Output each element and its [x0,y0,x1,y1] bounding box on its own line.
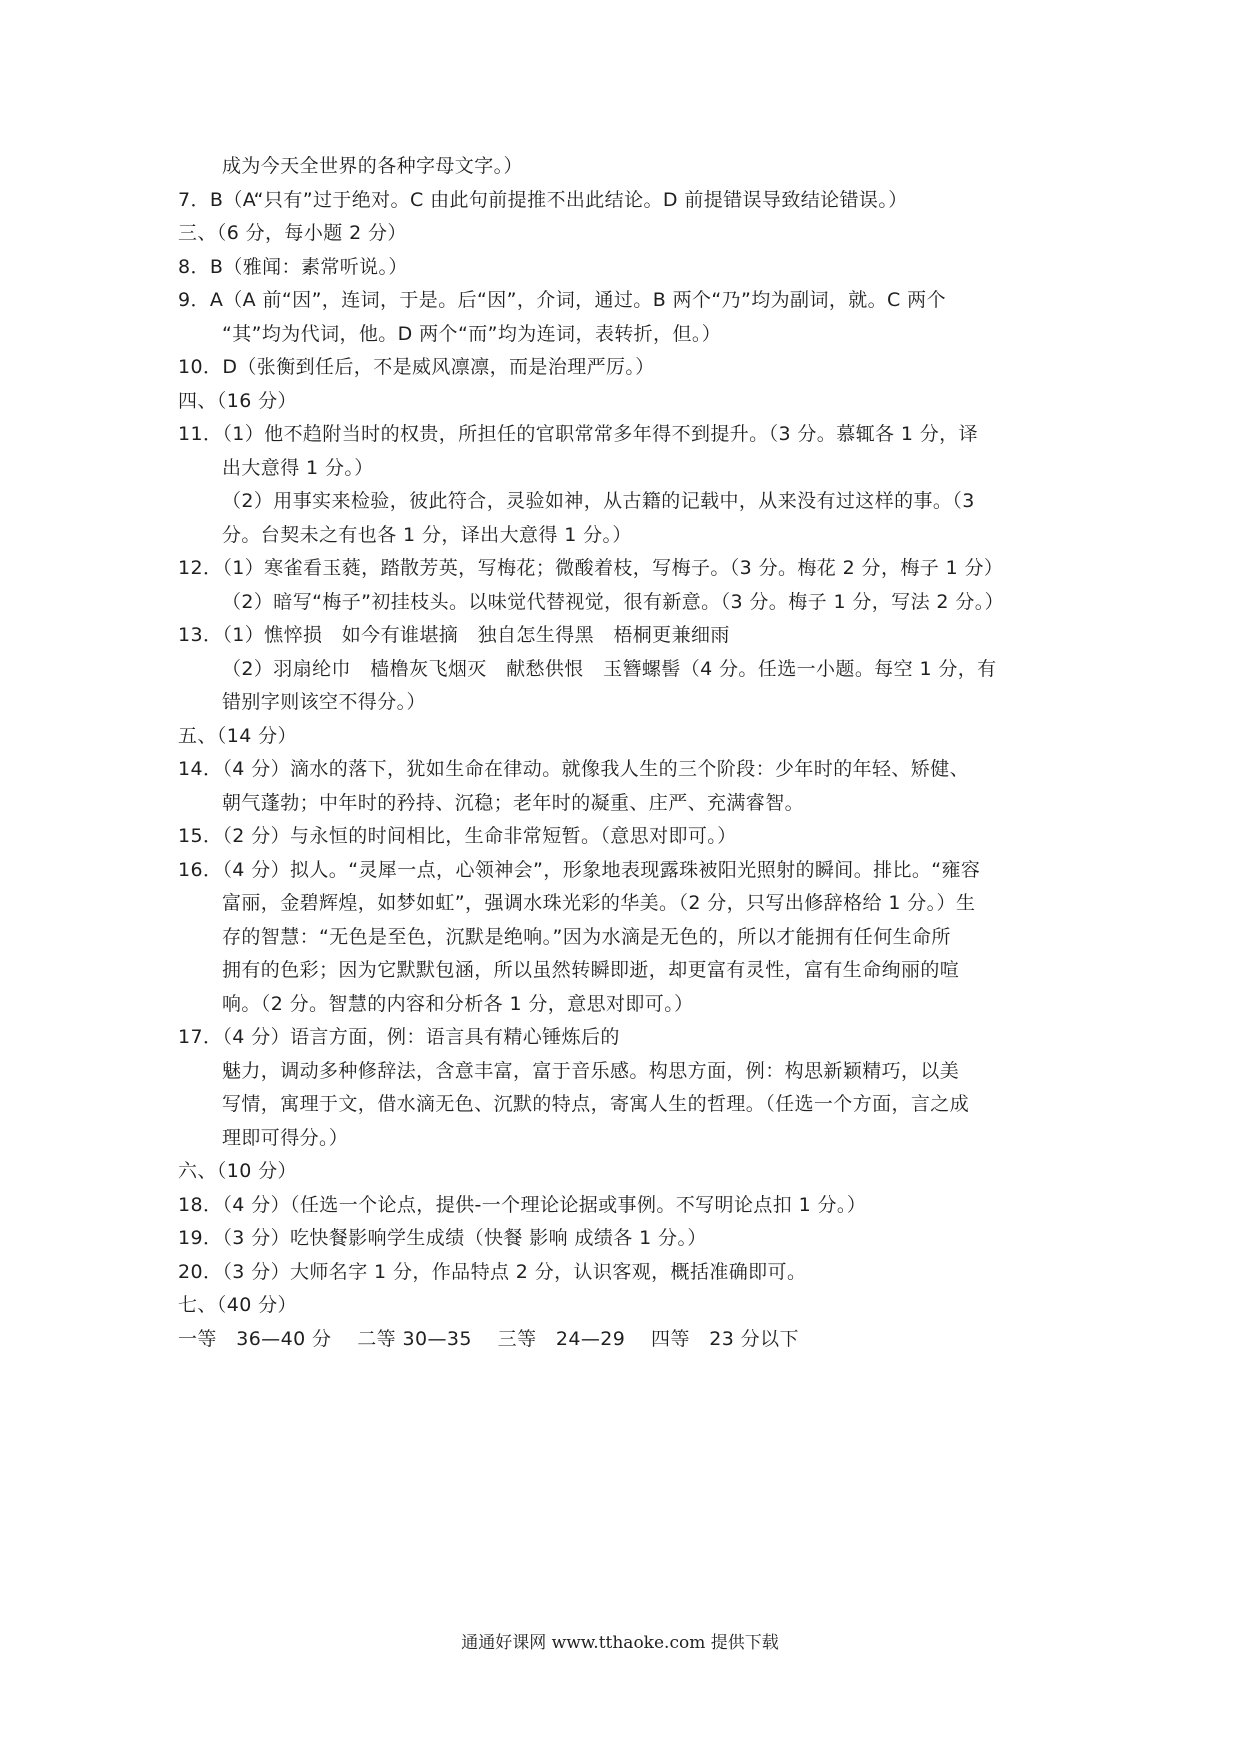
answer-14: 14．（4 分）滴水的落下，犹如生命在律动。就像我人生的三个阶段：少年时的年轻、矫健、 [178,758,970,780]
text-line: （2）暗写“梅子”初挂枝头。以味觉代替视觉，很有新意。（3 分。梅子 1 分，写法 2 分。） [222,590,1005,613]
text-line: 理即可得分。） [222,1126,349,1149]
answer-12: 12．（1）寒雀看玉蕤，踏散芳英，写梅花；微酸着枝，写梅子。（3 分。梅花 2 分，梅子 1 分） [178,557,1004,579]
text-line: 出大意得 1 分。） [222,456,374,479]
text-line: （2）用事实来检验，彼此符合，灵验如神，从古籍的记载中，从来没有过这样的事。（3 [222,490,975,512]
section-heading-6: 六、（10 分） [178,1160,297,1182]
text-line: 分。台契未之有也各 1 分，译出大意得 1 分。） [222,523,632,546]
text-line: 响。（2 分。智慧的内容和分析各 1 分，意思对即可。） [222,992,694,1015]
answer-19: 19．（3 分）吃快餐影响学生成绩（快餐 影响 成绩各 1 分。） [178,1227,707,1249]
answer-10: 10．D（张衡到任后，不是威风凛凛，而是治理严厉。） [178,356,655,378]
answer-key-body [178,150,1078,1356]
section-heading-5: 五、（14 分） [178,724,297,747]
answer-18: 18．（4 分）（任选一个论点，提供-一个理论论据或事例。不写明论点扣 1 分。） [178,1193,867,1216]
answer-17: 17．（4 分）语言方面，例：语言具有精心锤炼后的 [178,1026,620,1048]
text-line: 朝气蓬勃；中年时的矜持、沉稳；老年时的凝重、庄严、充满睿智。 [222,791,805,814]
answer-9: 9．A（A 前“因”，连词，于是。后“因”，介词，通过。B 两个“乃”均为副词，就。C 两个 [178,289,946,311]
answer-8: 8．B（雅闻：素常听说。） [178,255,408,278]
answer-13: 13．（1）憔悴损 如今有谁堪摘 独自怎生得黑 梧桐更兼细雨 [178,624,730,646]
text-line: 存的智慧：“无色是至色，沉默是绝响。”因为水滴是无色的，所以才能拥有任何生命所 [222,925,951,948]
answer-20: 20．（3 分）大师名字 1 分，作品特点 2 分，认识客观，概括准确即可。 [178,1260,807,1283]
text-line: 错别字则该空不得分。） [222,691,426,713]
answer-11: 11．（1）他不趋附当时的权贵，所担任的官职常常多年得不到提升。（3 分。慕辄各 1 分，译 [178,423,978,445]
text-line: 写情，寓理于文，借水滴无色、沉默的特点，寄寓人生的哲理。（任选一个方面，言之成 [222,1093,970,1115]
text-line: 富丽，金碧辉煌，如梦如虹”，强调水珠光彩的华美。（2 分，只写出修辞格给 1 分。）生 [222,892,976,914]
section-heading-7: 七、（40 分） [178,1294,297,1316]
page-footer: 通通好课网 www.tthaoke.com 提供下载 [461,1633,779,1653]
text-line: 拥有的色彩；因为它默默包涵，所以虽然转瞬即逝，却更富有灵性，富有生命绚丽的喧 [222,959,960,981]
text-line: “其”均为代词，他。D 两个“而”均为连词，表转折，但。） [222,322,722,345]
answer-15: 15．（2 分）与永恒的时间相比，生命非常短暂。（意思对即可。） [178,825,737,847]
grading-scale: 一等 36—40 分 二等 30—35 三等 24—29 四等 23 分以下 [178,1327,799,1350]
section-heading-4: 四、（16 分） [178,389,297,412]
section-heading-3: 三、（6 分，每小题 2 分） [178,222,407,244]
answer-16: 16．（4 分）拟人。“灵犀一点，心领神会”，形象地表现露珠被阳光照射的瞬间。排比。“雍容 [178,858,981,881]
text-line: （2）羽扇纶巾 樯橹灰飞烟灭 献愁供恨 玉簪螺髻（4 分。任选一小题。每空 1 分，有 [222,657,997,680]
answer-7: 7．B（A“只有”过于绝对。C 由此句前提推不出此结论。D 前提错误导致结论错误。） [178,188,908,211]
text-line: 成为今天全世界的各种字母文字。） [222,155,523,177]
text-line: 魅力，调动多种修辞法，含意丰富，富于音乐感。构思方面，例：构思新颖精巧，以美 [222,1059,960,1082]
